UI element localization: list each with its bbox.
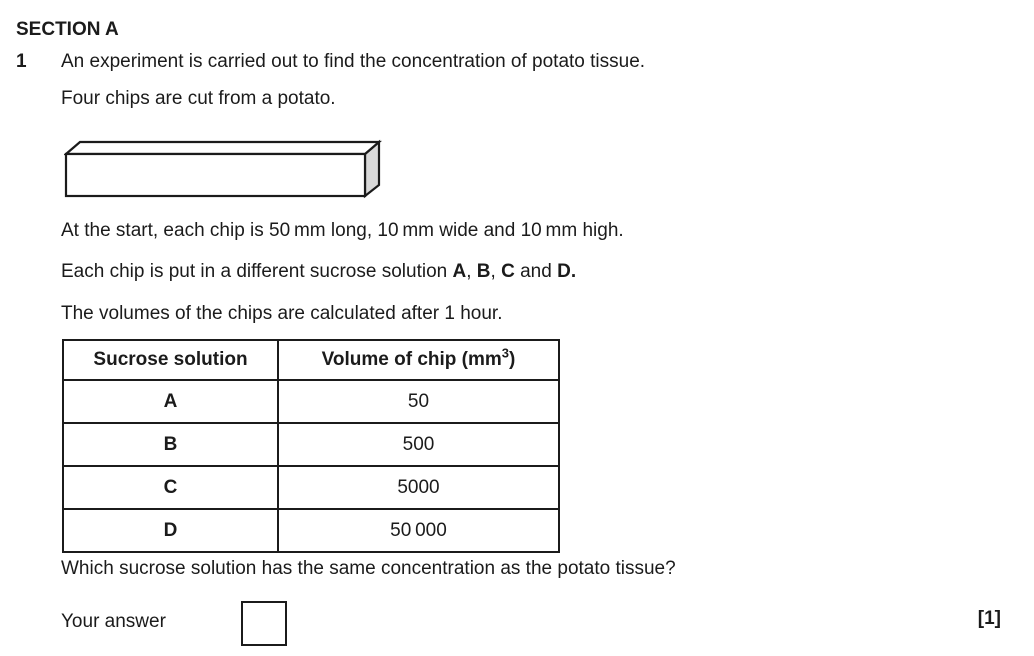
table-header-row (63, 340, 559, 380)
solution-a-label: A (452, 261, 467, 282)
table-cell-solution: A (63, 380, 278, 423)
solution-d-label: D. (557, 261, 577, 282)
solution-c-label: C (501, 261, 515, 282)
table-row (63, 466, 559, 509)
solutions-sep3: and (514, 261, 558, 282)
four-chips-text: Four chips are cut from a potato. (61, 88, 336, 109)
sucrose-volume-table (62, 339, 560, 553)
table-cell-solution: B (63, 423, 278, 466)
solutions-sep2: , (490, 261, 502, 282)
table-cell-solution: D (63, 509, 278, 552)
potato-chip-figure (64, 139, 383, 201)
section-title: SECTION A (16, 19, 119, 40)
table-cell-volume: 50 000 (278, 509, 559, 552)
table-cell-solution: C (63, 466, 278, 509)
marks-badge: [1] (977, 608, 1001, 629)
solution-b-label: B (476, 261, 491, 282)
table-cell-volume: 5000 (278, 466, 559, 509)
question-number: 1 (16, 51, 27, 72)
solutions-text-pre: Each chip is put in a different sucrose solution (61, 261, 453, 282)
table-header-volume-text: Volume of chip (mm (321, 349, 502, 370)
answer-box[interactable] (241, 601, 287, 646)
table-header-volume-sup: 3 (501, 345, 510, 361)
solutions-text (61, 261, 576, 283)
question-text: Which sucrose solution has the same concentration as the potato tissue? (61, 558, 676, 579)
table-header-volume (278, 340, 559, 380)
solutions-sep1: , (466, 261, 477, 282)
table-cell-volume: 500 (278, 423, 559, 466)
table-header-volume-close: ) (509, 349, 516, 370)
table-row (63, 423, 559, 466)
table-header-solution: Sucrose solution (63, 340, 278, 380)
chip-top-face (66, 142, 379, 154)
table-row (63, 380, 559, 423)
volumes-text: The volumes of the chips are calculated after 1 hour. (61, 303, 503, 324)
chip-front-face (66, 154, 365, 196)
table-cell-volume: 50 (278, 380, 559, 423)
answer-label: Your answer (61, 611, 166, 632)
question-intro-text: An experiment is carried out to find the concentration of potato tissue. (61, 51, 646, 72)
table-row (63, 509, 559, 552)
chip-dimensions-text: At the start, each chip is 50 mm long, 10 mm wide and 10 mm high. (61, 220, 624, 241)
